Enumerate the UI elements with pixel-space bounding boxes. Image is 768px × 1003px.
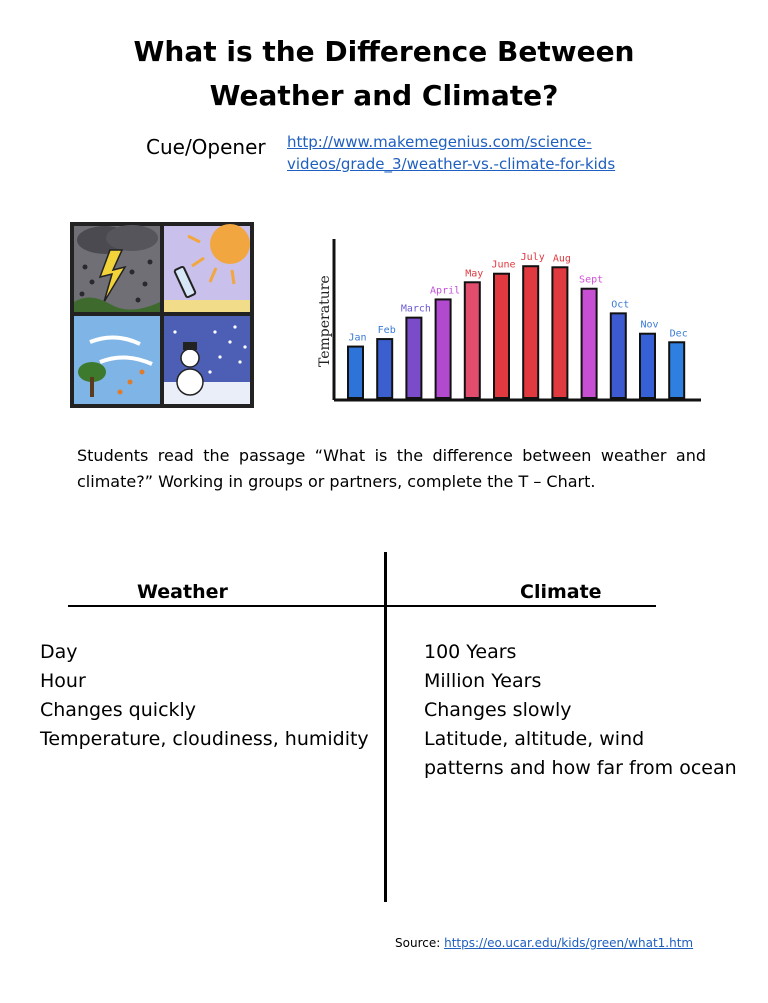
bar-jan [348,347,363,398]
bar-label-aug: Aug [552,253,571,265]
bar-label-june: June [491,259,516,271]
bar-oct [611,313,626,398]
climate-item: 100 Years [424,641,517,663]
title-line-2: Weather and Climate? [209,79,559,112]
cue-label: Cue/Opener [146,135,266,159]
source-label: Source: [395,936,441,950]
source-link[interactable]: https://eo.ucar.edu/kids/green/what1.htm [444,936,694,950]
bar-label-oct: Oct [611,299,630,311]
bar-label-may: May [465,268,484,280]
weather-illustration [70,222,254,408]
link-line-2[interactable]: videos/grade_3/weather-vs.-climate-for-kids [287,155,616,173]
title-line-1: What is the Difference Between [133,35,635,68]
bar-label-sept: Sept [579,274,604,286]
climate-item: Changes slowly [424,699,572,721]
passage-text: Students read the passage “What is the difference between weather and climate?” Working in groups or partners, complete the T – Chart. [77,446,706,491]
bar-label-dec: Dec [669,328,688,340]
climate-item: Million Years [424,670,542,692]
bar-dec [669,342,684,398]
climate-item: patterns and how far from ocean [424,757,737,779]
bar-label-feb: Feb [377,325,396,337]
bar-july [523,266,538,398]
bar-aug [552,267,567,398]
bar-label-jan: Jan [348,332,367,344]
weather-item: Day [40,641,78,663]
source-line [395,936,693,950]
bar-april [436,299,451,398]
link-line-1[interactable]: http://www.makemegenius.com/science- [287,133,592,151]
storm-panel-icon [74,225,160,312]
bar-label-april: April [430,285,461,297]
climate-header: Climate [520,581,602,603]
tchart-horizontal-line [68,605,656,607]
bar-june [494,274,509,398]
weather-header: Weather [137,581,228,603]
bar-label-march: March [400,303,431,315]
weather-item: Temperature, cloudiness, humidity [40,728,369,750]
bar-feb [377,339,392,398]
temperature-chart [313,237,703,407]
weather-column [40,638,369,754]
bar-label-nov: Nov [640,319,659,331]
video-link[interactable] [287,131,647,175]
bar-sept [582,289,597,398]
bar-nov [640,334,655,398]
bar-may [465,282,480,398]
climate-item: Latitude, altitude, wind [424,728,645,750]
weather-item: Changes quickly [40,699,197,721]
climate-column [424,638,737,783]
windy-panel-icon [74,316,160,404]
bar-march [406,318,421,398]
page-title [0,30,768,118]
bar-label-july: July [520,252,545,264]
sunny-panel-icon [164,224,250,312]
snowy-panel-icon [164,316,250,404]
weather-item: Hour [40,670,86,692]
chart-ylabel: Temperature [317,275,333,367]
